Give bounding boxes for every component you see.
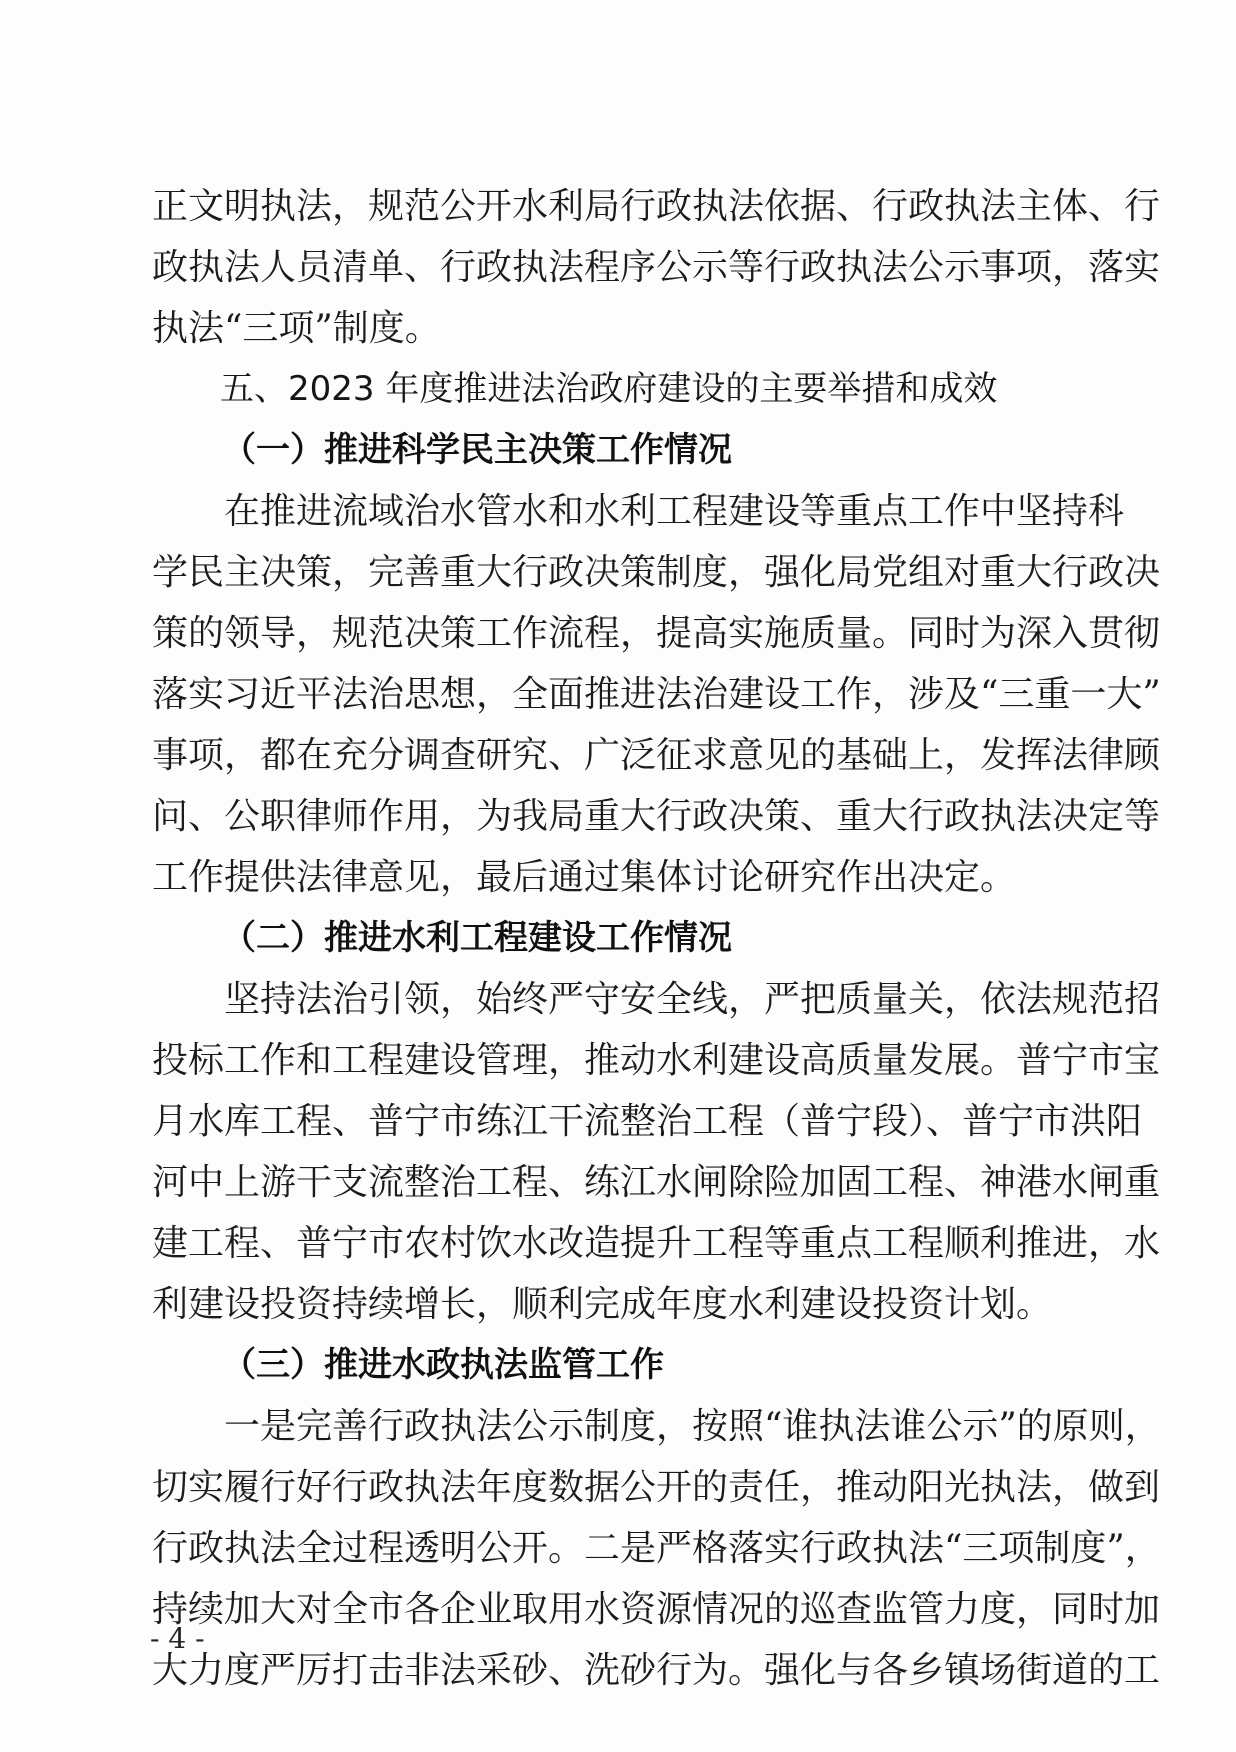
paragraph-line: 工作提供法律意见，最后通过集体讨论研究作出决定。 [152, 857, 1017, 898]
paragraph-line: 大力度严厉打击非法采砂、洗砂行为。强化与各乡镇场街道的工 [152, 1650, 1161, 1691]
section-heading: 五、2023 年度推进法治政府建设的主要举措和成效 [220, 369, 998, 409]
paragraph-line: 政执法人员清单、行政执法程序公示等行政执法公示事项，落实 [152, 247, 1161, 288]
subsection-title: （一）推进科学民主决策工作情况 [222, 430, 732, 470]
paragraph-line: 切实履行好行政执法年度数据公开的责任，推动阳光执法，做到 [152, 1467, 1161, 1508]
paragraph-line: 一是完善行政执法公示制度，按照“谁执法谁公示”的原则， [224, 1406, 1161, 1447]
paragraph-line: 利建设投资持续增长，顺利完成年度水利建设投资计划。 [152, 1284, 1053, 1325]
page-number: - 4 - [150, 1622, 205, 1655]
paragraph-line: 坚持法治引领，始终严守安全线，严把质量关，依法规范招 [224, 979, 1161, 1020]
paragraph-line: 在推进流域治水管水和水利工程建设等重点工作中坚持科 [224, 491, 1125, 532]
paragraph-line: 正文明执法，规范公开水利局行政执法依据、行政执法主体、行 [152, 186, 1161, 227]
paragraph-line: 问、公职律师作用，为我局重大行政决策、重大行政执法决定等 [152, 796, 1161, 837]
paragraph-line: 投标工作和工程建设管理，推动水利建设高质量发展。普宁市宝 [152, 1040, 1161, 1081]
document-body [152, 176, 1161, 1701]
subsection-title: （二）推进水利工程建设工作情况 [222, 918, 732, 958]
paragraph-line: 持续加大对全市各企业取用水资源情况的巡查监管力度，同时加 [152, 1589, 1161, 1630]
paragraph-line: 建工程、普宁市农村饮水改造提升工程等重点工程顺利推进，水 [152, 1223, 1161, 1264]
paragraph-line: 月水库工程、普宁市练江干流整治工程（普宁段）、普宁市洪阳 [152, 1101, 1143, 1142]
paragraph-line: 行政执法全过程透明公开。二是严格落实行政执法“三项制度”， [152, 1528, 1161, 1569]
paragraph-line: 河中上游干支流整治工程、练江水闸除险加固工程、神港水闸重 [152, 1162, 1161, 1203]
paragraph-line: 落实习近平法治思想，全面推进法治建设工作，涉及“三重一大” [152, 674, 1161, 715]
paragraph-line: 事项，都在充分调查研究、广泛征求意见的基础上，发挥法律顾 [152, 735, 1161, 776]
paragraph-line: 策的领导，规范决策工作流程，提高实施质量。同时为深入贯彻 [152, 613, 1161, 654]
subsection-title: （三）推进水政执法监管工作 [222, 1345, 664, 1385]
paragraph-line: 执法“三项”制度。 [152, 308, 441, 349]
paragraph-line: 学民主决策，完善重大行政决策制度，强化局党组对重大行政决 [152, 552, 1161, 593]
